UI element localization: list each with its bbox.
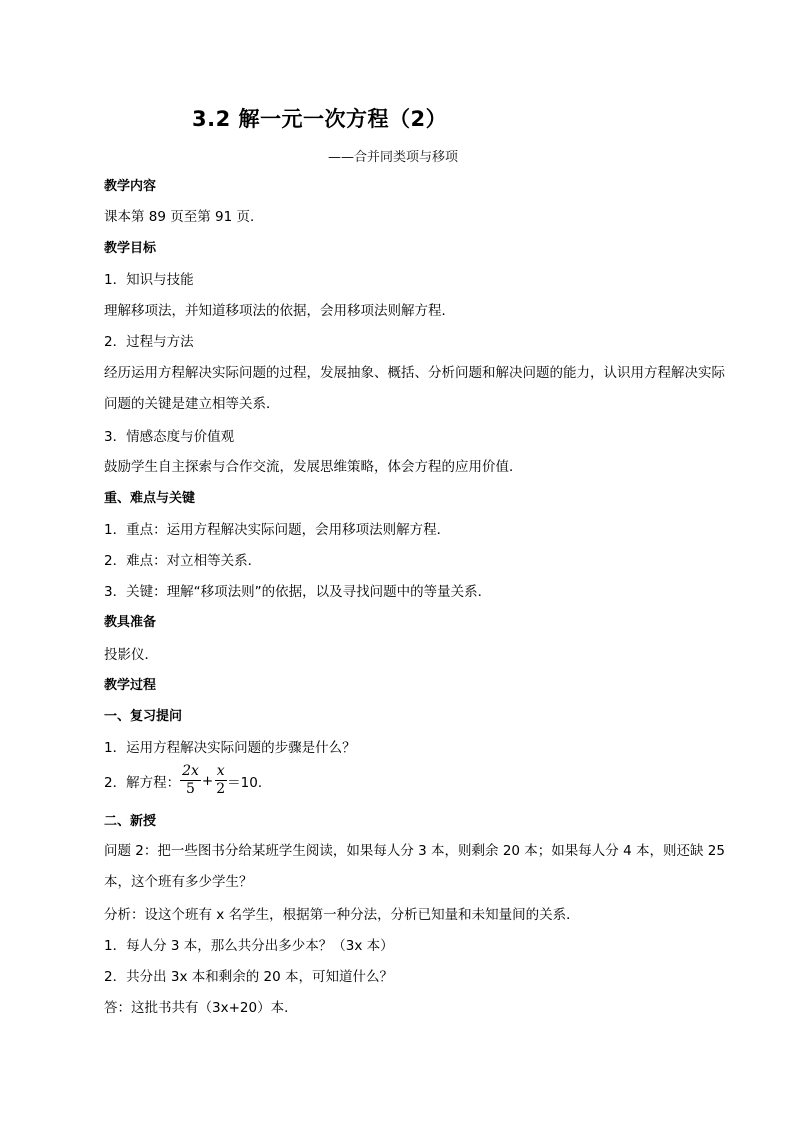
equation-prefix: 2．解方程： <box>104 774 181 791</box>
fraction-numerator: 2x <box>182 763 199 779</box>
key-point-2: 2．难点：对立相等关系． <box>104 553 262 569</box>
content-text: 课本第 89 页至第 91 页． <box>104 209 264 225</box>
fraction-denominator: 2 <box>216 781 226 797</box>
goal3-heading: 3．情感态度与价值观 <box>104 429 235 445</box>
heading-content: 教学内容 <box>104 179 157 194</box>
fraction-numerator: x <box>216 763 225 779</box>
analysis-question-2: 2．共分出 3x 本和剩余的 20 本，可知道什么？ <box>104 969 394 985</box>
review-question-2 <box>104 763 271 798</box>
key-point-1: 1．重点：运用方程解决实际问题，会用移项法则解方程． <box>104 522 451 538</box>
page-title: 3.2 解一元一次方程（2） <box>192 107 448 131</box>
key-point-3: 3．关键：理解“移项法则”的依据，以及寻找问题中的等量关系． <box>104 584 492 600</box>
answer-text: 答：这批书共有（3x+20）本． <box>104 1000 298 1016</box>
heading-goals: 教学目标 <box>104 241 157 256</box>
problem-2: 问题 2：把一些图书分给某班学生阅读，如果每人分 3 本，则剩余 20 本；如果每人分 4 本，则还缺 25 本，这个班有多少学生？ <box>104 843 725 890</box>
goal1-text: 理解移项法，并知道移项法的依据，会用移项法则解方程． <box>104 303 455 319</box>
heading-process: 教学过程 <box>104 678 157 693</box>
review-question-1: 1．运用方程解决实际问题的步骤是什么？ <box>104 740 356 756</box>
fraction-2x-over-5 <box>180 763 201 798</box>
fraction-x-over-2 <box>214 763 227 798</box>
goal2-heading: 2．过程与方法 <box>104 334 194 350</box>
analysis-question-1: 1．每人分 3 本，那么共分出多少本？（3x 本） <box>104 938 394 954</box>
fraction-denominator: 5 <box>186 781 195 797</box>
equation-rest: ＝10． <box>227 774 272 791</box>
heading-review: 一、复习提问 <box>104 709 183 724</box>
heading-key-points: 重、难点与关键 <box>104 491 196 506</box>
plus-sign: + <box>201 772 214 789</box>
heading-new-lesson: 二、新授 <box>104 814 157 829</box>
goal3-text: 鼓励学生自主探索与合作交流，发展思维策略，体会方程的应用价值． <box>104 459 523 475</box>
analysis-text: 分析：设这个班有 x 名学生，根据第一种分法，分析已知量和未知量间的关系． <box>104 907 580 923</box>
page-subtitle: ——合并同类项与移项 <box>328 150 459 165</box>
goal2-text: 经历运用方程解决实际问题的过程，发展抽象、概括、分析问题和解决问题的能力，认识用方程解决实际问题的关键是建立相等关系． <box>104 365 725 412</box>
heading-tools: 教具准备 <box>104 615 157 630</box>
tools-text: 投影仪． <box>104 647 158 663</box>
goal1-heading: 1．知识与技能 <box>104 272 194 288</box>
